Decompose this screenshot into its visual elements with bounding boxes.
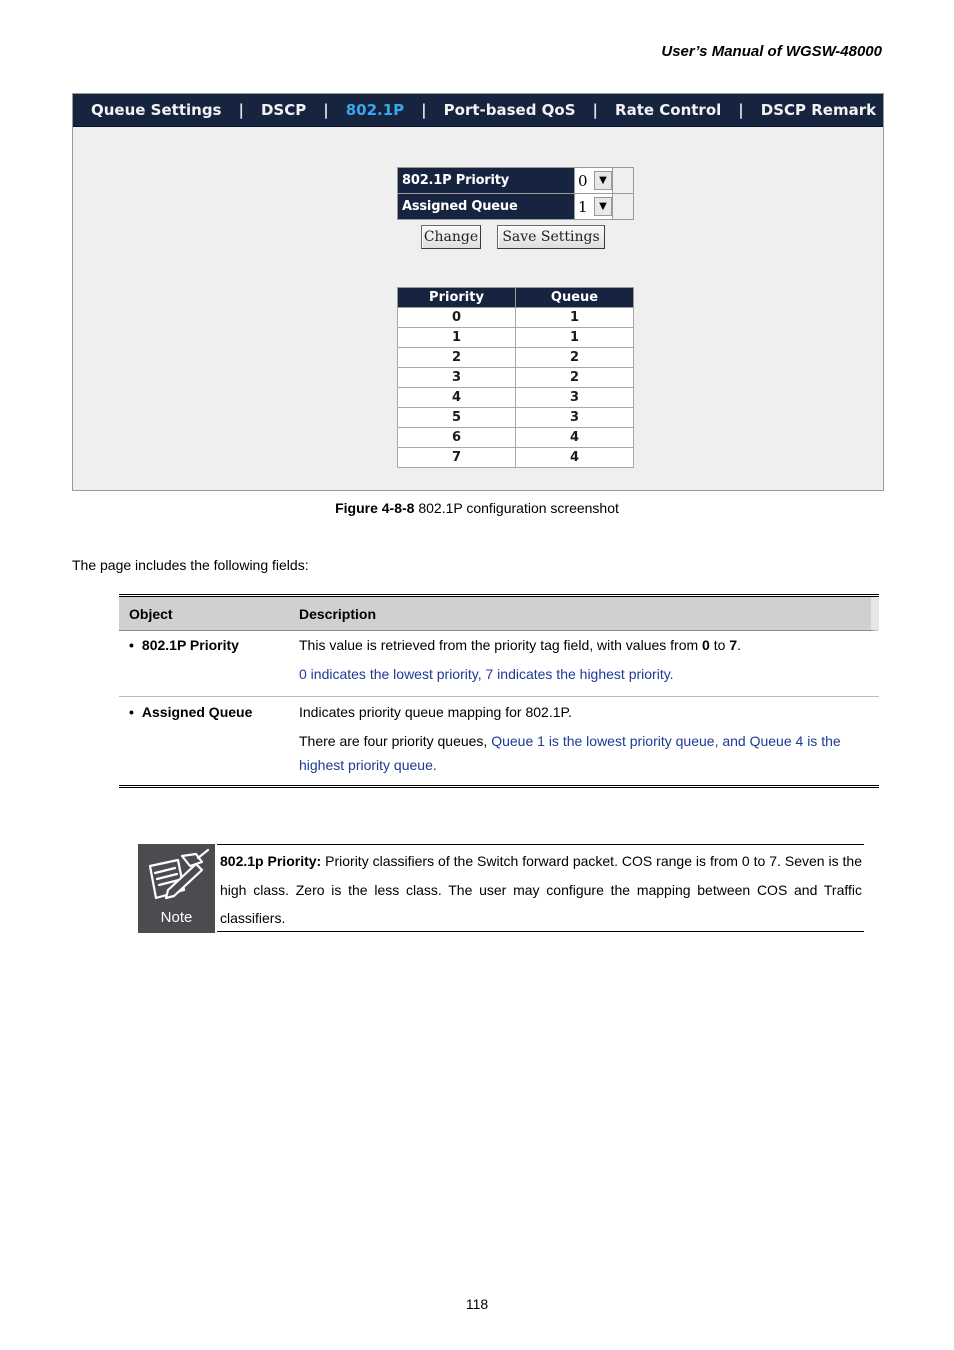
table-row [398, 328, 634, 348]
object-column-header: Object [129, 605, 173, 622]
table-row [398, 348, 634, 368]
field-name: • 802.1P Priority [129, 631, 289, 660]
figure-text: 802.1P configuration screenshot [414, 500, 619, 516]
description-text: to [709, 637, 730, 653]
priority-select[interactable] [577, 171, 612, 191]
priority-cell: 5 [398, 408, 516, 428]
tab-dscp[interactable]: DSCP [260, 101, 307, 119]
priority-cell: 4 [398, 388, 516, 408]
chevron-down-icon[interactable]: ▼ [594, 197, 612, 216]
table-row [398, 448, 634, 468]
priority-cell: 1 [398, 328, 516, 348]
description-highlight: 0 indicates the lowest priority, 7 indicates the highest priority. [299, 666, 674, 682]
tab-port-based-qos[interactable]: Port-based QoS [443, 101, 576, 119]
priority-cell: 6 [398, 428, 516, 448]
tab-802-1p[interactable]: 802.1P [345, 101, 405, 119]
note-icon [138, 844, 215, 933]
nav-separator: | [592, 101, 599, 119]
table-row [119, 631, 879, 697]
change-button[interactable]: Change [421, 225, 481, 249]
description-text: Indicates priority queue mapping for 802.1P. [299, 704, 572, 720]
field-name: • Assigned Queue [129, 697, 289, 727]
priority-label: 802.1P Priority [398, 168, 575, 194]
table-row [398, 428, 634, 448]
note-label: Note [160, 909, 193, 926]
queue-cell: 2 [516, 348, 634, 368]
queue-cell: 4 [516, 448, 634, 468]
table-row [119, 697, 879, 788]
table-row [398, 388, 634, 408]
description-bold: 7 [729, 637, 738, 653]
queue-cell: 1 [516, 328, 634, 348]
priority-select-value: 0 [578, 171, 588, 190]
queue-cell: 4 [516, 428, 634, 448]
fields-table-header [119, 597, 879, 631]
qos-nav-bar [73, 94, 883, 127]
description-highlight: highest priority queue. [299, 757, 437, 773]
queue-cell: 1 [516, 308, 634, 328]
nav-separator: | [238, 101, 244, 119]
priority-cell: 0 [398, 308, 516, 328]
intro-text: The page includes the following fields: [72, 557, 309, 573]
description-highlight: Queue 1 is the lowest priority queue, and Queue 4 is the [491, 733, 841, 749]
description-text: This value is retrieved from the priority tag field, with values from [299, 637, 703, 653]
queue-column-header: Queue [516, 288, 634, 308]
priority-cell: 2 [398, 348, 516, 368]
priority-queue-table [397, 287, 634, 468]
qos-screenshot [72, 93, 884, 491]
nav-separator: | [738, 101, 744, 119]
tab-rate-control[interactable]: Rate Control [615, 101, 722, 119]
queue-select-value: 1 [578, 197, 588, 216]
note-box [138, 844, 864, 934]
manual-header-title: User’s Manual of WGSW-48000 [661, 43, 882, 60]
queue-cell: 3 [516, 408, 634, 428]
pencil-paper-icon [138, 844, 215, 914]
queue-label: Assigned Queue [398, 194, 575, 220]
field-description [289, 697, 879, 785]
priority-cell: 7 [398, 448, 516, 468]
tab-dscp-remark[interactable]: DSCP Remark [760, 101, 877, 119]
note-body: Priority classifiers of the Switch forward packet. COS range is from 0 to 7. Seven is the high class. Zero is the less class. The user may configure the mapping between COS and Traffic classifiers. [220, 853, 862, 926]
page-number: 118 [465, 1296, 489, 1312]
priority-form [397, 167, 634, 220]
table-row [398, 308, 634, 328]
description-bold: 0 [702, 637, 710, 653]
table-row [398, 368, 634, 388]
save-settings-button[interactable]: Save Settings [497, 225, 605, 249]
description-column-header: Description [299, 605, 377, 622]
nav-separator: | [323, 101, 329, 119]
figure-caption [0, 500, 954, 516]
nav-separator: | [421, 101, 427, 119]
tab-queue-settings[interactable]: Queue Settings [91, 101, 222, 119]
figure-label: Figure 4-8-8 [335, 500, 415, 516]
description-text: . [737, 637, 741, 653]
note-bold: 802.1p Priority: [220, 853, 322, 869]
field-description [289, 631, 879, 696]
table-row [398, 408, 634, 428]
fields-table [119, 594, 879, 788]
chevron-down-icon[interactable]: ▼ [594, 171, 612, 190]
priority-column-header: Priority [398, 288, 516, 308]
description-text: There are four priority queues, [299, 733, 492, 749]
queue-cell: 2 [516, 368, 634, 388]
queue-cell: 3 [516, 388, 634, 408]
priority-cell: 3 [398, 368, 516, 388]
note-text [217, 844, 864, 932]
queue-select[interactable] [577, 197, 612, 217]
